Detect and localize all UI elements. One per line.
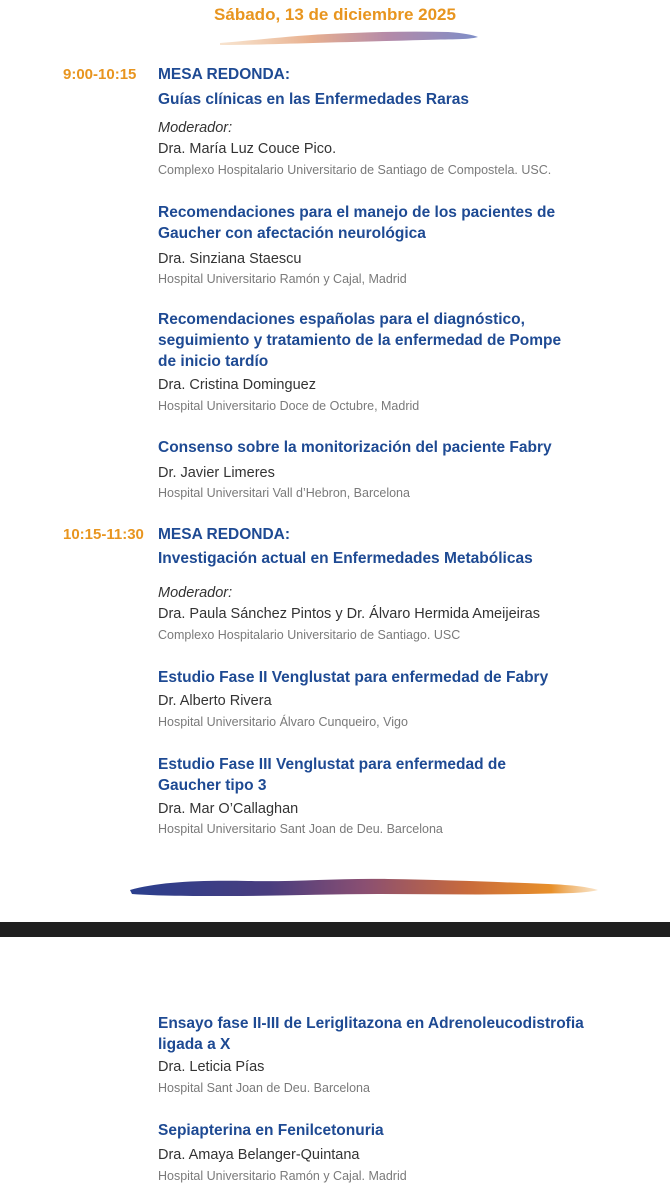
speaker-name: Dr. Javier Limeres [158, 465, 275, 481]
talk-title [158, 667, 548, 688]
session-type: MESA REDONDA: [158, 66, 291, 83]
talk-title-line: Recomendaciones españolas para el diagnóstico, [158, 311, 525, 328]
speaker-institution: Hospital Universitario Doce de Octubre, Madrid [158, 399, 420, 413]
speaker-name: Dr. Alberto Rivera [158, 693, 272, 709]
talk-title-line: Estudio Fase III Venglustat para enfermedad de [158, 756, 506, 773]
moderator-label: Moderador: [158, 120, 233, 136]
speaker-name: Dra. Sinziana Staescu [158, 251, 302, 267]
talk-title [158, 1120, 384, 1141]
speaker-institution: Hospital Universitario Álvaro Cunqueiro, Vigo [158, 715, 408, 729]
brush-stroke-decoration-bottom [128, 872, 600, 902]
speaker-institution: Hospital Universitario Sant Joan de Deu. Barcelona [158, 822, 443, 836]
moderator-institution: Complexo Hospitalario Universitario de Santiago. USC [158, 628, 461, 642]
talk-title-line: seguimiento y tratamiento de la enfermedad de Pompe [158, 332, 562, 349]
moderator-name: Dra. Paula Sánchez Pintos y Dr. Álvaro Hermida Ameijeiras [158, 606, 540, 622]
talk-title-line: de inicio tardío [158, 353, 269, 370]
talk-title-line: ligada a X [158, 1036, 231, 1053]
page-separator [0, 922, 670, 937]
program-page-bottom [0, 937, 670, 1200]
session-title: Guías clínicas en las Enfermedades Raras [158, 91, 470, 108]
talk-title [158, 1013, 584, 1055]
speaker-name: Dra. Leticia Pías [158, 1059, 265, 1075]
talk-title [158, 202, 555, 244]
moderator-name: Dra. María Luz Couce Pico. [158, 141, 337, 157]
speaker-name: Dra. Cristina Dominguez [158, 377, 316, 393]
speaker-institution: Hospital Universitario Ramón y Cajal. Madrid [158, 1169, 407, 1183]
talk-title-line: Recomendaciones para el manejo de los pacientes de [158, 204, 556, 221]
brush-stroke-decoration-top [218, 28, 480, 50]
session-time: 10:15-11:30 [63, 526, 144, 543]
speaker-name: Dra. Amaya Belanger-Quintana [158, 1147, 360, 1163]
session-type: MESA REDONDA: [158, 526, 291, 543]
talk-title-line: Consenso sobre la monitorización del paciente Fabry [158, 439, 552, 456]
speaker-name: Dra. Mar O’Callaghan [158, 801, 299, 817]
speaker-institution: Hospital Universitario Ramón y Cajal, Madrid [158, 272, 407, 286]
page-date: Sábado, 13 de diciembre 2025 [214, 5, 456, 24]
talk-title-line: Gaucher tipo 3 [158, 777, 267, 794]
talk-title [158, 309, 561, 372]
talk-title-line: Gaucher con afectación neurológica [158, 225, 426, 242]
talk-title [158, 437, 552, 458]
moderator-institution: Complexo Hospitalario Universitario de Santiago de Compostela. USC. [158, 163, 552, 177]
session-time: 9:00-10:15 [63, 66, 137, 83]
speaker-institution: Hospital Universitari Vall d’Hebron, Barcelona [158, 486, 410, 500]
talk-title-line: Estudio Fase II Venglustat para enfermedad de Fabry [158, 669, 549, 686]
session-title: Investigación actual en Enfermedades Metabólicas [158, 550, 533, 567]
talk-title [158, 754, 506, 796]
talk-title-line: Sepiapterina en Fenilcetonuria [158, 1122, 384, 1139]
moderator-label: Moderador: [158, 585, 233, 601]
speaker-institution: Hospital Sant Joan de Deu. Barcelona [158, 1081, 370, 1095]
talk-title-line: Ensayo fase II-III de Leriglitazona en Adrenoleucodistrofia [158, 1015, 584, 1032]
